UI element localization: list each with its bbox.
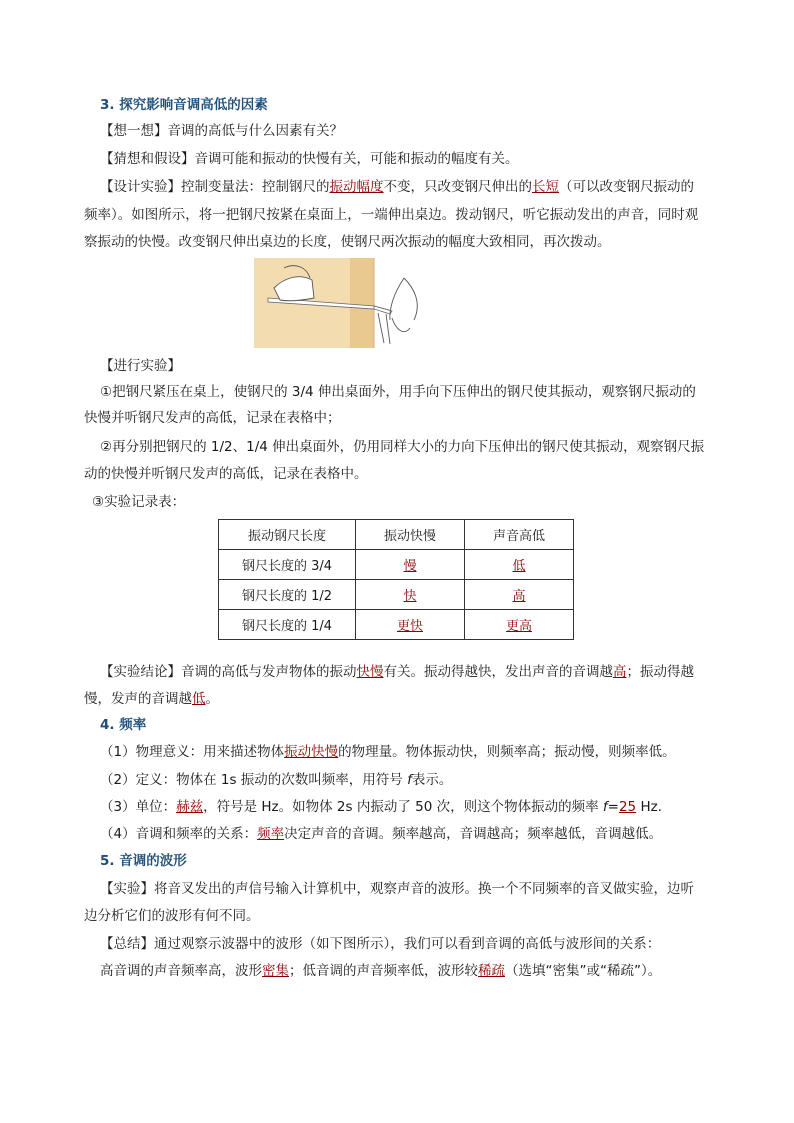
table-cell: 慢 — [356, 550, 465, 580]
step1-line-2: 快慢并听钢尺发声的高低，记录在表格中； — [84, 410, 341, 426]
summary-line-1: 【总结】通过观察示波器中的波形（如下图所示），我们可以看到音调的高低与波形间的关系： — [100, 936, 661, 952]
do-experiment-tag: 【进行实验】 — [100, 358, 181, 374]
step2-line-1: ②再分别把钢尺的 1/2、1/4 伸出桌面外，仍用同样大小的力向下压伸出的钢尺使其振动，观察钢尺振 — [100, 439, 705, 455]
freq-item-3: （3）单位：赫兹，符号是 Hz。如物体 2s 内振动了 50 次，则这个物体振动的频率 f=25 Hz. — [100, 799, 662, 815]
design-line-3: 察振动的快慢。改变钢尺伸出桌边的长度，使钢尺两次振动的幅度大致相同，再次拨动。 — [84, 234, 611, 250]
design-line-2: 频率）。如图所示，将一把钢尺按紧在桌面上，一端伸出桌边。拨动钢尺，听它振动发出的声音，同时观 — [84, 207, 699, 223]
answer-blank: 稀疏 — [478, 963, 505, 979]
table-row — [219, 610, 574, 640]
answer-blank: 振动幅度 — [329, 179, 384, 195]
answer-blank: 快慢 — [356, 664, 384, 680]
freq-item-2: （2）定义：物体在 1s 振动的次数叫频率，用符号 f表示。 — [100, 772, 453, 788]
answer-blank: 频率 — [257, 826, 285, 842]
table-cell: 更高 — [465, 610, 574, 640]
section-5-title: 5. 音调的波形 — [100, 853, 187, 869]
step1-line-1: ①把钢尺紧压在桌上，使钢尺的 3/4 伸出桌面外，用手向下压伸出的钢尺使其振动，观察钢尺振动的 — [100, 384, 696, 400]
step3-line: ③实验记录表： — [92, 494, 186, 510]
table-header: 声音高低 — [465, 520, 574, 550]
table-row — [219, 550, 574, 580]
experiment-record-table — [218, 519, 574, 640]
answer-blank: 赫兹 — [176, 799, 204, 815]
guess-line: 【猜想和假设】音调可能和振动的快慢有关，可能和振动的幅度有关。 — [100, 151, 519, 167]
think-line: 【想一想】音调的高低与什么因素有关？ — [100, 123, 343, 139]
table-cell: 快 — [356, 580, 465, 610]
step2-line-2: 动的快慢并听钢尺发声的高低，记录在表格中。 — [84, 466, 368, 482]
answer-blank: 振动快慢 — [284, 744, 339, 760]
conclusion-line-2: 慢，发声的音调越低。 — [84, 691, 219, 707]
table-cell: 钢尺长度的 3/4 — [219, 550, 356, 580]
answer-blank: 低 — [192, 691, 206, 707]
table-cell: 高 — [465, 580, 574, 610]
answer-blank: 长短 — [532, 179, 559, 195]
design-line-1: 【设计实验】控制变量法：控制钢尺的振动幅度不变，只改变钢尺伸出的长短（可以改变钢尺振动的 — [100, 179, 694, 195]
freq-item-4: （4）音调和频率的关系：频率决定声音的音调。频率越高，音调越高；频率越低，音调越低。 — [100, 826, 663, 842]
summary-line-2: 高音调的声音频率高，波形密集；低音调的声音频率低，波形较稀疏（选填“密集”或“稀疏”）。 — [100, 963, 662, 979]
section-3-title: 3. 探究影响音调高低的因素 — [100, 97, 268, 113]
table-cell: 低 — [465, 550, 574, 580]
conclusion-line-1: 【实验结论】音调的高低与发声物体的振动快慢有关。振动得越快，发出声音的音调越高；振动得越 — [100, 664, 694, 680]
table-cell: 钢尺长度的 1/2 — [219, 580, 356, 610]
table-header: 振动钢尺长度 — [219, 520, 356, 550]
waveform-exp-line-1: 【实验】将音叉发出的声信号输入计算机中，观察声音的波形。换一个不同频率的音叉做实验，边听 — [100, 881, 694, 897]
ruler-experiment-figure — [254, 258, 434, 348]
freq-item-1: （1）物理意义：用来描述物体振动快慢的物理量。物体振动快，则频率高；振动慢，则频率低。 — [100, 744, 676, 760]
table-header: 振动快慢 — [356, 520, 465, 550]
table-cell: 更快 — [356, 610, 465, 640]
table-header-row — [219, 520, 574, 550]
waveform-exp-line-2: 边分析它们的波形有何不同。 — [84, 908, 260, 924]
section-4-title: 4. 频率 — [100, 717, 147, 733]
table-row — [219, 580, 574, 610]
answer-blank: 密集 — [262, 963, 289, 979]
table-cell: 钢尺长度的 1/4 — [219, 610, 356, 640]
answer-blank: 高 — [613, 664, 627, 680]
answer-blank: 25 — [618, 799, 637, 815]
